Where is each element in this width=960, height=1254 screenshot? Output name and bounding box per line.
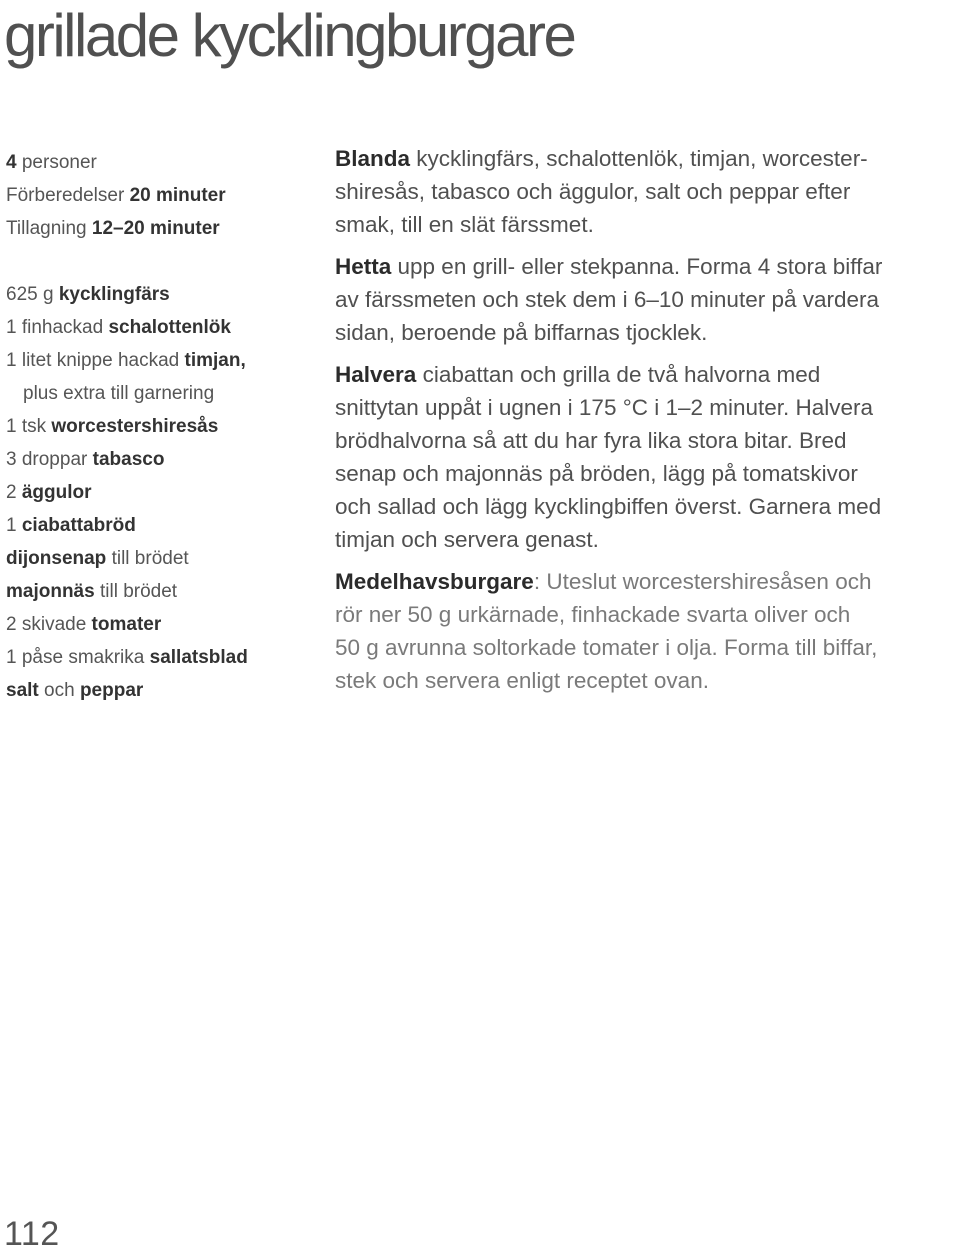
ingredient-item: 1 finhackad schalottenlök [6, 317, 231, 338]
ingredient-item: dijonsenap till brödet [6, 548, 189, 569]
step-blanda: Blanda kycklingfärs, schalottenlök, timjan, worcester- shiresås, tabasco och äggulor, salt och peppar efter smak, till en slät färssmet. [335, 146, 868, 237]
ingredient-item: salt och peppar [6, 680, 144, 701]
ingredient-item: 1 ciabattabröd [6, 515, 136, 536]
page-number: 112 [4, 1215, 60, 1253]
recipe-meta [6, 146, 226, 245]
page-title: grillade kycklingburgare [4, 2, 575, 69]
ingredient-item: 2 äggulor [6, 482, 92, 503]
ingredient-item: 1 litet knippe hackad timjan, [6, 350, 246, 371]
instructions [335, 142, 957, 706]
step-halvera: Halvera ciabattan och grilla de två halvorna med snittytan uppåt i ugnen i 175 °C i 1–2 minuter. Halvera brödhalvorna så att du har fyra lika stora bitar. Bred senap och majonnäs på bröden, lägg på tomatskivor och sallad och lägg kycklingbiffen överst. Garnera med timjan och servera genast. [335, 362, 882, 552]
prep-time: Förberedelser 20 minuter [6, 185, 226, 206]
servings: 4 personer [6, 152, 97, 173]
ingredient-item: 1 tsk worcestershiresås [6, 416, 219, 437]
ingredient-item: 625 g kycklingfärs [6, 284, 170, 305]
ingredient-item: plus extra till garnering [23, 383, 215, 404]
ingredient-item: 3 droppar tabasco [6, 449, 165, 470]
ingredient-list [6, 278, 248, 707]
step-hetta: Hetta upp en grill- eller stekpanna. Forma 4 stora biffar av färssmeten och stek dem i 6–10 minuter på vardera sidan, beroende på biffarnas tjocklek. [335, 254, 883, 345]
ingredient-item: majonnäs till brödet [6, 581, 178, 602]
variant-medelhavsburgare: Medelhavsburgare: Uteslut worcestershiresåsen och rör ner 50 g urkärnade, finhackade svarta oliver och 50 g avrunna soltorkade tomater i olja. Forma till biffar, stek och servera enligt receptet ovan. [335, 569, 878, 693]
ingredient-item: 2 skivade tomater [6, 614, 162, 635]
cook-time: Tillagning 12–20 minuter [6, 218, 220, 239]
ingredient-item: 1 påse smakrika sallatsblad [6, 647, 248, 668]
